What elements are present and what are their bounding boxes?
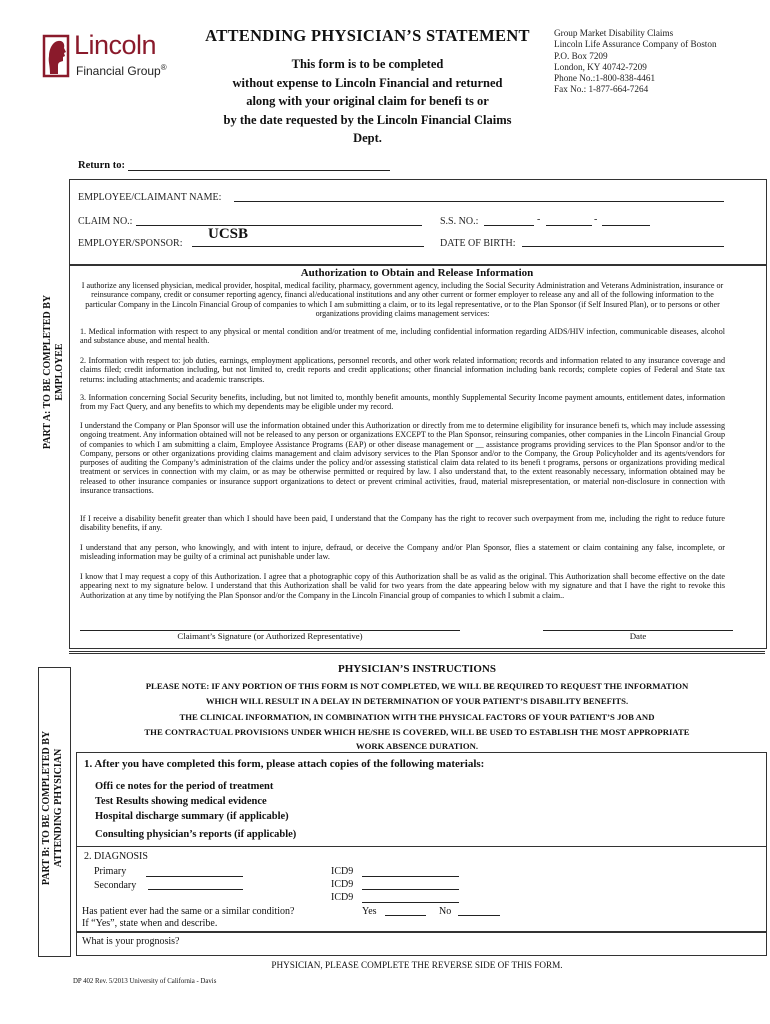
diagnosis-heading: 2. DIAGNOSIS	[84, 851, 148, 862]
dob-field[interactable]	[522, 235, 724, 247]
authorization-item-3: 3. Information concerning Social Security benefits, including, but not limited to, monthly benefit amounts, monthly Supplemental Security Income payment amounts, entitlement dates, information from my Fact Query, and any benefits to which my dependents may be eligible under my record.	[80, 393, 725, 412]
ss-no-part1[interactable]	[484, 214, 534, 226]
dob-label: DATE OF BIRTH:	[440, 238, 516, 249]
reverse-side-note: PHYSICIAN, PLEASE COMPLETE THE REVERSE SIDE OF THIS FORM.	[271, 960, 563, 970]
material-item: Offi ce notes for the period of treatment	[95, 781, 274, 792]
authorization-title: Authorization to Obtain and Release Information	[300, 267, 534, 279]
lincoln-logo	[38, 30, 188, 80]
material-item: Hospital discharge summary (if applicable)	[95, 811, 289, 822]
claimant-signature-field[interactable]	[80, 620, 460, 631]
part-b-divider	[69, 651, 765, 654]
physician-instructions-title: PHYSICIAN’S INSTRUCTIONS	[337, 663, 496, 675]
employer-value: UCSB	[208, 226, 249, 242]
logo-name: Lincoln	[74, 30, 157, 60]
yes-field[interactable]	[385, 904, 426, 916]
icd9-field-2[interactable]	[362, 878, 459, 890]
employee-name-label: EMPLOYEE/CLAIMANT NAME:	[78, 192, 222, 203]
icd9-label: ICD9	[331, 866, 354, 877]
employee-name-field[interactable]	[234, 190, 724, 202]
no-field[interactable]	[458, 904, 500, 916]
icd9-label: ICD9	[331, 892, 354, 903]
ss-separator: -	[537, 214, 541, 225]
fraud-paragraph: I understand that any person, who knowingly, and with intent to injure, defraud, or deceive the Company and/or Plan Sponsor, flies a statement or claim containing any false, incomplete, or misleading information may be guilty of a criminal act punishable under law.	[80, 543, 725, 562]
return-to-field[interactable]	[128, 157, 390, 171]
icd9-field-1[interactable]	[362, 865, 459, 877]
ss-no-part2[interactable]	[546, 214, 592, 226]
signature-date-field[interactable]	[543, 620, 733, 631]
materials-heading: 1. After you have completed this form, please attach copies of the following materials:	[84, 758, 485, 770]
secondary-diagnosis-field[interactable]	[148, 878, 243, 890]
mailing-address: Group Market Disability Claims Lincoln Life Assurance Company of Boston P.O. Box 7209 London, KY 40742-7209 Phone No.:1-800-838-4461 Fax No.: 1-877-664-7264	[554, 28, 717, 95]
claimant-signature-label: Claimant’s Signature (or Authorized Representative)	[177, 631, 363, 641]
icd9-field-3[interactable]	[362, 891, 459, 903]
signature-date-label: Date	[629, 631, 647, 641]
return-to-label: Return to:	[78, 160, 125, 171]
same-condition-question: Has patient ever had the same or a similar condition?	[82, 906, 295, 917]
prognosis-question: What is your prognosis?	[82, 936, 180, 947]
authorization-use-paragraph: I understand the Company or Plan Sponsor will use the information obtained under this Authorization or directly from me to determine eligibility for insurance benefi ts, which may include assessing ongoing treatment. Any information obtained will not be released to any person or organizations EXCEPT to the Plan Sponsor, reinsuring companies, other companies in the Lincoln Financial Group of companies to which I am submitting a claim, Employee Assistance Programs (EAP) or other disease management or __ assistance programs providing services to the Plan Sponsor and/or to the Company, persons or other organizations providing claims management and claim advisory services to the Plan Sponsor and/or to the Company, the Group Policyholder and its agents/vendors for purposes of auditing the Company’s administration of the claims under the policy and/or assessing statistical claim data related to its benefi t programs, persons or organizations providing medical treatment or services in connection with my claim, or as may be otherwise permitted or required by law. I also understand that, to the extent reasonably necessary, information obtained may be released to other insurance companies or insurance support organizations to detect or prevent criminal activities, fraud, material misrepresentation, or material non-disclosure in connection with insurance transactions.	[80, 421, 725, 496]
primary-diagnosis-field[interactable]	[146, 865, 243, 877]
authorization-item-2: 2. Information with respect to: job duties, earnings, employment applications, personnel records, and other work related information; records and information related to any insurance coverage and claims filed; credit information including, but not limited to, credit reports and credit applications; other financial information including bank records; complete copies of Federal and State tax returns: including attachments; and academic transcripts.	[80, 356, 725, 384]
form-id: DP 402 Rev. 5/2013 University of California - Davis	[73, 978, 217, 985]
authorization-item-1: 1. Medical information with respect to any physical or mental condition and/or treatment of me, including confidential information regarding AIDS/HIV infection, communicable diseases, alcohol and substance abuse, and mental health.	[80, 327, 725, 346]
primary-label: Primary	[94, 866, 127, 877]
claim-no-label: CLAIM NO.:	[78, 216, 133, 227]
clinical-info-note: THE CLINICAL INFORMATION, IN COMBINATION WITH THE PHYSICAL FACTORS OF YOUR PATIENT’S JOB AND THE CONTRACTUAL PROVISIONS UNDER WHICH HE/SHE IS COVERED, WILL BE USED TO ESTABLISH THE MOST APPROPRIATE WORK ABSENCE DURATION.	[144, 712, 690, 751]
material-item: Consulting physician’s reports (if applicable)	[95, 829, 297, 840]
secondary-label: Secondary	[94, 880, 137, 891]
employer-label: EMPLOYER/SPONSOR:	[78, 238, 183, 249]
form-subtitle: This form is to be completed without expense to Lincoln Financial and returned along with your original claim for benefi ts or by the date requested by the Lincoln Financial Claims Dept.	[223, 57, 512, 145]
yes-label: Yes	[362, 906, 377, 917]
part-a-side-label: PART A: TO BE COMPLETED BY EMPLOYEE	[42, 294, 65, 450]
material-item: Test Results showing medical evidence	[95, 796, 267, 807]
part-b-side-label: PART B: TO BE COMPLETED BY ATTENDING PHYSICIAN	[41, 730, 64, 886]
incomplete-form-note: PLEASE NOTE: IF ANY PORTION OF THIS FORM IS NOT COMPLETED, WE WILL BE REQUIRED TO REQUEST THE INFORMATION WHICH WILL RESULT IN A DELAY IN DETERMINATION OF YOUR PATIENT’S DISABILITY BENEFITS.	[145, 681, 689, 706]
icd9-label: ICD9	[331, 879, 354, 890]
copy-validity-paragraph: I know that I may request a copy of this Authorization. I agree that a photographic copy of this Authorization shall be as valid as the original. This Authorization shall become effective on the date appearing next to my signature below. I understand that this Authorization shall be valid for two years from the date appearing below with my signature and that I have the right to revoke this Authorization at any time by notifying the Plan Sponsor and/or the Company in the Lincoln Financial group of companies to which I submit a claim..	[80, 572, 725, 600]
lincoln-profile-icon	[40, 34, 72, 78]
form-title: ATTENDING PHYSICIAN’S STATEMENT	[205, 26, 530, 45]
overpayment-paragraph: If I receive a disability benefit greater than which I should have been paid, I understand that the Company has the right to recover such overpayment from me, including the right to reduce future disability benefits, if any.	[80, 514, 725, 533]
ss-no-label: S.S. NO.:	[440, 216, 479, 227]
authorization-intro: I authorize any licensed physician, medical provider, hospital, medical facility, pharmacy, government agency, including the Social Security Administration and Veterans Administration, insurance or reinsurance company, credit or consumer reporting agency, financi al/educational institutions and any other current or former employer to release any and all of the following information to the particular Company in the Lincoln Financial Group of companies to which I am submitting a claim, or to its legal representative, or to the Plan Sponsor (if Self Insured Plan), or to persons or other organizations providing claims management services:	[81, 281, 724, 318]
claim-no-field[interactable]	[136, 214, 422, 226]
ss-separator: -	[594, 214, 598, 225]
ss-no-part3[interactable]	[602, 214, 650, 226]
if-yes-describe: If “Yes”, state when and describe.	[82, 918, 218, 929]
no-label: No	[439, 906, 452, 917]
logo-subtitle: Financial Group®	[76, 63, 167, 78]
